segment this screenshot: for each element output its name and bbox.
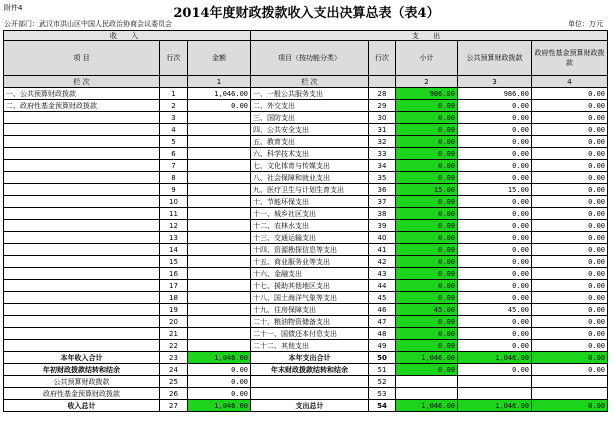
blank-no-1: 52 bbox=[369, 376, 396, 388]
col-row-no: 行次 bbox=[160, 41, 188, 76]
grand-income-label: 收入总计 bbox=[4, 400, 160, 412]
expense-item-label: 二十一、国债还本付息支出 bbox=[251, 328, 369, 340]
expense-fund: 0.00 bbox=[532, 124, 608, 136]
expense-fund: 0.00 bbox=[532, 328, 608, 340]
expense-general: 0.00 bbox=[458, 232, 532, 244]
expense-fund: 0.00 bbox=[532, 244, 608, 256]
expense-item-label: 三、国防支出 bbox=[251, 112, 369, 124]
expense-row-no: 37 bbox=[369, 196, 396, 208]
expense-subtotal: 0.00 bbox=[396, 172, 458, 184]
summary-fund-carry-row bbox=[4, 388, 608, 400]
expense-general: 0.00 bbox=[458, 112, 532, 124]
general-carry-label: 公共预算财政拨款 bbox=[4, 376, 160, 388]
carry-in-amount: 0.00 bbox=[188, 364, 251, 376]
expense-row-no: 36 bbox=[369, 184, 396, 196]
grand-income-no: 27 bbox=[160, 400, 188, 412]
income-item-label bbox=[4, 148, 160, 160]
blank-cell-2b bbox=[458, 388, 532, 400]
income-amount bbox=[188, 208, 251, 220]
expense-fund: 0.00 bbox=[532, 136, 608, 148]
expense-fund: 0.00 bbox=[532, 232, 608, 244]
blank-label-1 bbox=[251, 376, 369, 388]
index-blank-2 bbox=[369, 76, 396, 88]
grand-expense-subtotal: 1,046.00 bbox=[396, 400, 458, 412]
income-amount bbox=[188, 160, 251, 172]
income-row-no: 21 bbox=[160, 328, 188, 340]
carry-in-no: 24 bbox=[160, 364, 188, 376]
expense-item-label: 十六、金融支出 bbox=[251, 268, 369, 280]
total-income-label: 本年收入合计 bbox=[4, 352, 160, 364]
index-col-1: 1 bbox=[188, 76, 251, 88]
fund-carry-amount: 0.00 bbox=[188, 388, 251, 400]
income-row-no: 3 bbox=[160, 112, 188, 124]
table-row bbox=[4, 232, 608, 244]
income-row-no: 1 bbox=[160, 88, 188, 100]
income-amount bbox=[188, 268, 251, 280]
expense-general: 0.00 bbox=[458, 256, 532, 268]
table-row bbox=[4, 196, 608, 208]
total-income-amount: 1,046.00 bbox=[188, 352, 251, 364]
income-item-label bbox=[4, 196, 160, 208]
col-amount: 金额 bbox=[188, 41, 251, 76]
expense-row-no: 48 bbox=[369, 328, 396, 340]
income-amount bbox=[188, 124, 251, 136]
index-col-4: 4 bbox=[532, 76, 608, 88]
expense-row-no: 31 bbox=[369, 124, 396, 136]
expense-subtotal: 45.00 bbox=[396, 304, 458, 316]
carry-out-general: 0.00 bbox=[458, 364, 532, 376]
expense-row-no: 35 bbox=[369, 172, 396, 184]
income-amount bbox=[188, 232, 251, 244]
blank-cell-1c bbox=[532, 376, 608, 388]
expense-fund: 0.00 bbox=[532, 268, 608, 280]
expense-subtotal: 986.00 bbox=[396, 88, 458, 100]
summary-total-row bbox=[4, 352, 608, 364]
expense-general: 0.00 bbox=[458, 196, 532, 208]
income-amount bbox=[188, 184, 251, 196]
expense-general: 0.00 bbox=[458, 148, 532, 160]
income-item-label bbox=[4, 316, 160, 328]
carry-out-no: 51 bbox=[369, 364, 396, 376]
table-row bbox=[4, 268, 608, 280]
income-row-no: 4 bbox=[160, 124, 188, 136]
income-row-no: 8 bbox=[160, 172, 188, 184]
income-row-no: 18 bbox=[160, 292, 188, 304]
expense-fund: 0.00 bbox=[532, 208, 608, 220]
table-row bbox=[4, 172, 608, 184]
expense-general: 15.00 bbox=[458, 184, 532, 196]
expense-item-label: 十四、资源勘探信息等支出 bbox=[251, 244, 369, 256]
income-row-no: 22 bbox=[160, 340, 188, 352]
section-expense: 支 出 bbox=[251, 31, 608, 41]
expense-item-label: 十二、农林水支出 bbox=[251, 220, 369, 232]
income-row-no: 6 bbox=[160, 148, 188, 160]
index-label-2: 栏 次 bbox=[251, 76, 369, 88]
income-row-no: 9 bbox=[160, 184, 188, 196]
table-row bbox=[4, 328, 608, 340]
expense-general: 0.00 bbox=[458, 328, 532, 340]
grand-expense-fund: 0.00 bbox=[532, 400, 608, 412]
income-item-label bbox=[4, 280, 160, 292]
expense-item-label: 四、公共安全支出 bbox=[251, 124, 369, 136]
expense-item-label: 十八、国土海洋气象等支出 bbox=[251, 292, 369, 304]
expense-fund: 0.00 bbox=[532, 172, 608, 184]
table-row bbox=[4, 160, 608, 172]
expense-item-label: 十一、城乡社区支出 bbox=[251, 208, 369, 220]
expense-general: 0.00 bbox=[458, 316, 532, 328]
income-item-label bbox=[4, 292, 160, 304]
income-row-no: 10 bbox=[160, 196, 188, 208]
table-row bbox=[4, 256, 608, 268]
income-row-no: 16 bbox=[160, 268, 188, 280]
expense-row-no: 30 bbox=[369, 112, 396, 124]
grand-expense-no: 54 bbox=[369, 400, 396, 412]
expense-fund: 0.00 bbox=[532, 160, 608, 172]
expense-fund: 0.00 bbox=[532, 220, 608, 232]
expense-fund: 0.00 bbox=[532, 88, 608, 100]
expense-subtotal: 15.00 bbox=[396, 184, 458, 196]
carry-out-label: 年末财政拨款结转和结余 bbox=[251, 364, 369, 376]
income-amount bbox=[188, 244, 251, 256]
expense-row-no: 39 bbox=[369, 220, 396, 232]
expense-item-label: 九、医疗卫生与计划生育支出 bbox=[251, 184, 369, 196]
blank-no-2: 53 bbox=[369, 388, 396, 400]
expense-subtotal: 0.00 bbox=[396, 112, 458, 124]
income-amount bbox=[188, 148, 251, 160]
total-income-no: 23 bbox=[160, 352, 188, 364]
expense-row-no: 38 bbox=[369, 208, 396, 220]
expense-subtotal: 0.00 bbox=[396, 316, 458, 328]
expense-subtotal: 0.00 bbox=[396, 256, 458, 268]
income-item-label bbox=[4, 256, 160, 268]
summary-grand-row bbox=[4, 400, 608, 412]
expense-general: 0.00 bbox=[458, 280, 532, 292]
expense-item-label: 十九、住房保障支出 bbox=[251, 304, 369, 316]
expense-fund: 0.00 bbox=[532, 340, 608, 352]
expense-general: 0.00 bbox=[458, 340, 532, 352]
income-amount: 1,046.00 bbox=[188, 88, 251, 100]
expense-subtotal: 0.00 bbox=[396, 280, 458, 292]
expense-subtotal: 0.00 bbox=[396, 328, 458, 340]
expense-row-no: 40 bbox=[369, 232, 396, 244]
col-subtotal: 小计 bbox=[396, 41, 458, 76]
income-item-label bbox=[4, 220, 160, 232]
table-row bbox=[4, 340, 608, 352]
col-income-item: 项 目 bbox=[4, 41, 160, 76]
income-item-label bbox=[4, 340, 160, 352]
expense-item-label: 十、节能环保支出 bbox=[251, 196, 369, 208]
table-row bbox=[4, 292, 608, 304]
income-item-label bbox=[4, 112, 160, 124]
expense-fund: 0.00 bbox=[532, 196, 608, 208]
blank-cell-2a bbox=[396, 388, 458, 400]
table-row bbox=[4, 148, 608, 160]
expense-general: 986.00 bbox=[458, 88, 532, 100]
expense-fund: 0.00 bbox=[532, 256, 608, 268]
income-amount bbox=[188, 220, 251, 232]
table-row bbox=[4, 136, 608, 148]
income-item-label bbox=[4, 136, 160, 148]
expense-item-label: 二、外交支出 bbox=[251, 100, 369, 112]
total-expense-fund: 0.00 bbox=[532, 352, 608, 364]
table-row bbox=[4, 184, 608, 196]
index-col-3: 3 bbox=[458, 76, 532, 88]
table-row bbox=[4, 280, 608, 292]
income-amount bbox=[188, 340, 251, 352]
total-expense-no: 50 bbox=[369, 352, 396, 364]
table-row bbox=[4, 304, 608, 316]
expense-row-no: 45 bbox=[369, 292, 396, 304]
income-amount bbox=[188, 304, 251, 316]
index-label: 栏 次 bbox=[4, 76, 160, 88]
expense-subtotal: 0.00 bbox=[396, 268, 458, 280]
income-item-label bbox=[4, 160, 160, 172]
expense-subtotal: 0.00 bbox=[396, 100, 458, 112]
section-income: 收 入 bbox=[4, 31, 251, 41]
unit-label: 单位：万元 bbox=[568, 20, 603, 28]
fund-carry-label: 政府性基金预算财政拨款 bbox=[4, 388, 160, 400]
expense-row-no: 34 bbox=[369, 160, 396, 172]
budget-table bbox=[3, 30, 608, 412]
expense-item-label: 十三、交通运输支出 bbox=[251, 232, 369, 244]
expense-item-label: 一、一般公共服务支出 bbox=[251, 88, 369, 100]
blank-label-2 bbox=[251, 388, 369, 400]
expense-row-no: 41 bbox=[369, 244, 396, 256]
income-amount bbox=[188, 172, 251, 184]
blank-cell-2c bbox=[532, 388, 608, 400]
expense-item-label: 十五、商业服务业等支出 bbox=[251, 256, 369, 268]
expense-item-label: 五、教育支出 bbox=[251, 136, 369, 148]
income-item-label bbox=[4, 124, 160, 136]
income-amount bbox=[188, 256, 251, 268]
table-row bbox=[4, 220, 608, 232]
expense-row-no: 32 bbox=[369, 136, 396, 148]
table-row bbox=[4, 124, 608, 136]
expense-general: 0.00 bbox=[458, 244, 532, 256]
general-carry-no: 25 bbox=[160, 376, 188, 388]
expense-general: 0.00 bbox=[458, 268, 532, 280]
expense-subtotal: 0.00 bbox=[396, 160, 458, 172]
page-title: 2014年度财政拨款收入支出决算总表（表4） bbox=[173, 6, 440, 21]
income-row-no: 5 bbox=[160, 136, 188, 148]
income-amount bbox=[188, 280, 251, 292]
expense-item-label: 二十二、其他支出 bbox=[251, 340, 369, 352]
fund-carry-no: 26 bbox=[160, 388, 188, 400]
col-row-no-2: 行次 bbox=[369, 41, 396, 76]
col-expense-item: 项目（按功能分类） bbox=[251, 41, 369, 76]
table-row bbox=[4, 88, 608, 100]
expense-fund: 0.00 bbox=[532, 316, 608, 328]
expense-subtotal: 0.00 bbox=[396, 208, 458, 220]
expense-general: 0.00 bbox=[458, 208, 532, 220]
grand-income-amount: 1,046.00 bbox=[188, 400, 251, 412]
table-row bbox=[4, 244, 608, 256]
expense-fund: 0.00 bbox=[532, 112, 608, 124]
expense-row-no: 47 bbox=[369, 316, 396, 328]
col-general-budget: 公共预算财政拨款 bbox=[458, 41, 532, 76]
income-item-label: 一、公共预算财政拨款 bbox=[4, 88, 160, 100]
income-amount bbox=[188, 136, 251, 148]
expense-row-no: 49 bbox=[369, 340, 396, 352]
general-carry-amount: 0.00 bbox=[188, 376, 251, 388]
income-amount bbox=[188, 328, 251, 340]
expense-fund: 0.00 bbox=[532, 292, 608, 304]
grand-expense-general: 1,046.00 bbox=[458, 400, 532, 412]
income-amount bbox=[188, 292, 251, 304]
expense-general: 0.00 bbox=[458, 172, 532, 184]
income-row-no: 14 bbox=[160, 244, 188, 256]
grand-expense-label: 支出总计 bbox=[251, 400, 369, 412]
summary-carry-row bbox=[4, 364, 608, 376]
expense-subtotal: 0.00 bbox=[396, 244, 458, 256]
expense-general: 45.00 bbox=[458, 304, 532, 316]
income-amount bbox=[188, 316, 251, 328]
expense-row-no: 42 bbox=[369, 256, 396, 268]
income-item-label bbox=[4, 232, 160, 244]
expense-fund: 0.00 bbox=[532, 304, 608, 316]
income-item-label bbox=[4, 172, 160, 184]
index-col-2: 2 bbox=[396, 76, 458, 88]
carry-out-subtotal: 0.00 bbox=[396, 364, 458, 376]
expense-row-no: 44 bbox=[369, 280, 396, 292]
income-row-no: 20 bbox=[160, 316, 188, 328]
expense-general: 0.00 bbox=[458, 136, 532, 148]
carry-in-label: 年初财政拨款结转和结余 bbox=[4, 364, 160, 376]
income-row-no: 13 bbox=[160, 232, 188, 244]
index-blank bbox=[160, 76, 188, 88]
income-item-label bbox=[4, 328, 160, 340]
annex-label: 附件4 bbox=[4, 4, 23, 12]
expense-subtotal: 0.00 bbox=[396, 232, 458, 244]
income-item-label bbox=[4, 268, 160, 280]
income-row-no: 15 bbox=[160, 256, 188, 268]
income-row-no: 11 bbox=[160, 208, 188, 220]
expense-fund: 0.00 bbox=[532, 148, 608, 160]
total-expense-label: 本年支出合计 bbox=[251, 352, 369, 364]
expense-general: 0.00 bbox=[458, 100, 532, 112]
expense-subtotal: 0.00 bbox=[396, 136, 458, 148]
expense-subtotal: 0.00 bbox=[396, 148, 458, 160]
income-row-no: 2 bbox=[160, 100, 188, 112]
table-row bbox=[4, 316, 608, 328]
expense-row-no: 33 bbox=[369, 148, 396, 160]
income-row-no: 17 bbox=[160, 280, 188, 292]
expense-item-label: 八、社会保障和就业支出 bbox=[251, 172, 369, 184]
expense-item-label: 七、文化体育与传媒支出 bbox=[251, 160, 369, 172]
expense-subtotal: 0.00 bbox=[396, 340, 458, 352]
expense-item-label: 六、科学技术支出 bbox=[251, 148, 369, 160]
blank-cell-1a bbox=[396, 376, 458, 388]
expense-row-no: 43 bbox=[369, 268, 396, 280]
income-item-label: 二、政府性基金预算财政拨款 bbox=[4, 100, 160, 112]
income-amount bbox=[188, 196, 251, 208]
expense-general: 0.00 bbox=[458, 220, 532, 232]
table-row bbox=[4, 112, 608, 124]
summary-general-carry-row bbox=[4, 376, 608, 388]
blank-cell-1b bbox=[458, 376, 532, 388]
total-expense-general: 1,046.00 bbox=[458, 352, 532, 364]
expense-subtotal: 0.00 bbox=[396, 220, 458, 232]
table-row bbox=[4, 208, 608, 220]
expense-item-label: 十七、援助其他地区支出 bbox=[251, 280, 369, 292]
income-row-no: 12 bbox=[160, 220, 188, 232]
income-item-label bbox=[4, 304, 160, 316]
income-item-label bbox=[4, 244, 160, 256]
expense-subtotal: 0.00 bbox=[396, 292, 458, 304]
expense-row-no: 28 bbox=[369, 88, 396, 100]
income-row-no: 19 bbox=[160, 304, 188, 316]
table-row bbox=[4, 100, 608, 112]
expense-row-no: 46 bbox=[369, 304, 396, 316]
carry-out-fund: 0.00 bbox=[532, 364, 608, 376]
expense-row-no: 29 bbox=[369, 100, 396, 112]
income-item-label bbox=[4, 208, 160, 220]
department-label: 公开部门：武汉市洪山区中国人民政治协商会议委员会 bbox=[4, 20, 172, 28]
income-item-label bbox=[4, 184, 160, 196]
expense-fund: 0.00 bbox=[532, 280, 608, 292]
income-amount: 0.00 bbox=[188, 100, 251, 112]
expense-general: 0.00 bbox=[458, 292, 532, 304]
income-row-no: 7 bbox=[160, 160, 188, 172]
total-expense-subtotal: 1,046.00 bbox=[396, 352, 458, 364]
expense-fund: 0.00 bbox=[532, 100, 608, 112]
col-fund-budget: 政府性基金预算财政拨款 bbox=[532, 41, 608, 76]
expense-general: 0.00 bbox=[458, 160, 532, 172]
expense-item-label: 二十、粮油物资储备支出 bbox=[251, 316, 369, 328]
income-amount bbox=[188, 112, 251, 124]
expense-general: 0.00 bbox=[458, 124, 532, 136]
expense-fund: 0.00 bbox=[532, 184, 608, 196]
expense-subtotal: 0.00 bbox=[396, 196, 458, 208]
expense-subtotal: 0.00 bbox=[396, 124, 458, 136]
